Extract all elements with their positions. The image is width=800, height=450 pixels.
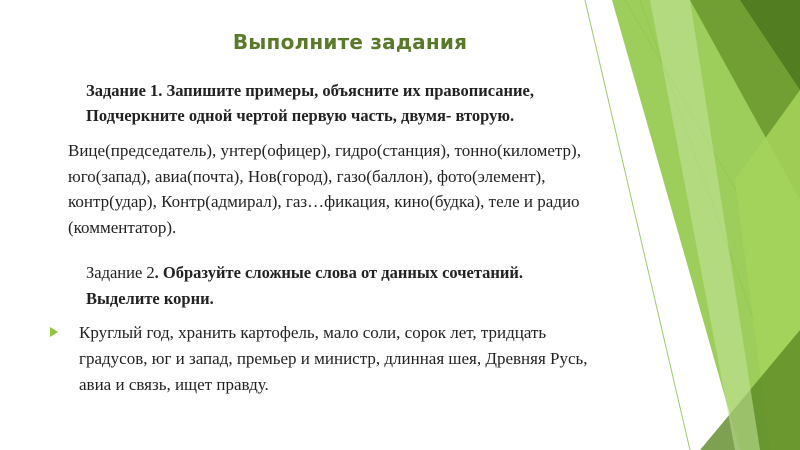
bullet-text xyxy=(79,320,680,398)
task-1-instructions xyxy=(86,78,646,128)
task-1-examples xyxy=(68,138,688,240)
task-2-word-list xyxy=(50,320,680,398)
slide-title: Выполните задания xyxy=(232,30,468,54)
examples-line-4: (комментатор). xyxy=(68,217,177,237)
task-2-line-1 xyxy=(86,260,646,286)
task-2-line-2: Выделите корни. xyxy=(86,288,214,308)
bullet-arrow-icon xyxy=(50,327,58,337)
examples-line-3: контр(удар), Контр(адмирал), газ…фикация, кино(будка), теле и радио xyxy=(68,192,580,211)
task-2-instructions xyxy=(86,260,646,311)
bullet-line-2: градусов, юг и запад, премьер и министр, длинная шея, Древняя Русь, xyxy=(79,349,588,368)
bullet-line-3: авиа и связь, ищет правду. xyxy=(79,375,269,394)
task-1-line-2: Подчеркните одной чертой первую часть, двумя- вторую. xyxy=(86,106,515,125)
task-2-line-1-text: . Образуйте сложные слова от данных сочетаний. xyxy=(154,263,524,282)
examples-line-2: юго(запад), авиа(почта), Нов(город), газо(баллон), фото(элемент), xyxy=(68,166,546,186)
examples-line-1: Вице(председатель), унтер(офицер), гидро(станция), тонно(километр), xyxy=(68,141,581,160)
task-1-line-1: Задание 1. Запишите примеры, объясните их правописание, xyxy=(86,81,534,100)
bullet-line-1: Круглый год, хранить картофель, мало соли, сорок лет, тридцать xyxy=(79,323,547,342)
task-2-label: Задание 2 xyxy=(86,263,155,282)
